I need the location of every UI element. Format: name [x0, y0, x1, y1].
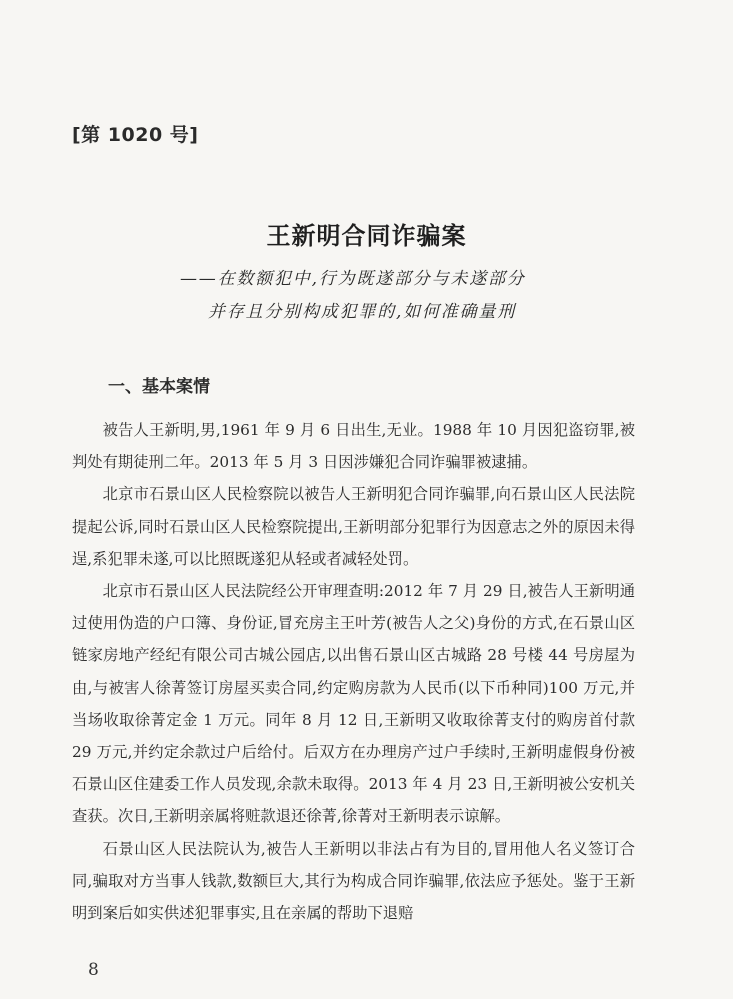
body-text	[72, 414, 635, 929]
paragraph-court-findings: 北京市石景山区人民法院经公开审理查明:2012 年 7 月 29 日,被告人王新明通过使用伪造的户口簿、身份证,冒充房主王叶芳(被告人之父)身份的方式,在石景山区链家房地产经纪有限公司古城公园店,以出售石景山区古城路 28 号楼 44 号房屋为由,与被害人徐菁签订房屋买卖合同,约定购房款为人民币(以下币种同)100 万元,并当场收取徐菁定金 1 万元。同年 8 月 12 日,王新明又收取徐菁支付的购房首付款 29 万元,并约定余款过户后给付。后双方在办理房产过户手续时,王新明虚假身份被石景山区住建委工作人员发现,余款未取得。2013 年 4 月 23 日,王新明被公安机关查获。次日,王新明亲属将赃款退还徐菁,徐菁对王新明表示谅解。	[72, 582, 635, 826]
paragraph-defendant-info: 被告人王新明,男,1961 年 9 月 6 日出生,无业。1988 年 10 月因犯盗窃罪,被判处有期徒刑二年。2013 年 5 月 3 日因涉嫌犯合同诈骗罪被逮捕。	[72, 421, 635, 472]
paragraph-court-opinion: 石景山区人民法院认为,被告人王新明以非法占有为目的,冒用他人名义签订合同,骗取对方当事人钱款,数额巨大,其行为构成合同诈骗罪,依法应予惩处。鉴于王新明到案后如实供述犯罪事实,且在亲属的帮助下退赔	[72, 839, 635, 923]
paragraph-prosecution: 北京市石景山区人民检察院以被告人王新明犯合同诈骗罪,向石景山区人民法院提起公诉,同时石景山区人民检察院提出,王新明部分犯罪行为因意志之外的原因未得逞,系犯罪未遂,可以比照既遂犯从轻或者减轻处罚。	[72, 485, 635, 568]
page-number: 8	[88, 960, 99, 980]
subtitle-line-2: 并存且分别构成犯罪的,如何准确量刑	[208, 302, 517, 322]
case-number: [第 1020 号]	[72, 124, 199, 146]
section-heading: 一、基本案情	[108, 377, 210, 397]
case-title: 王新明合同诈骗案	[266, 221, 467, 250]
subtitle-line-1: ——在数额犯中,行为既遂部分与未遂部分	[180, 269, 526, 289]
